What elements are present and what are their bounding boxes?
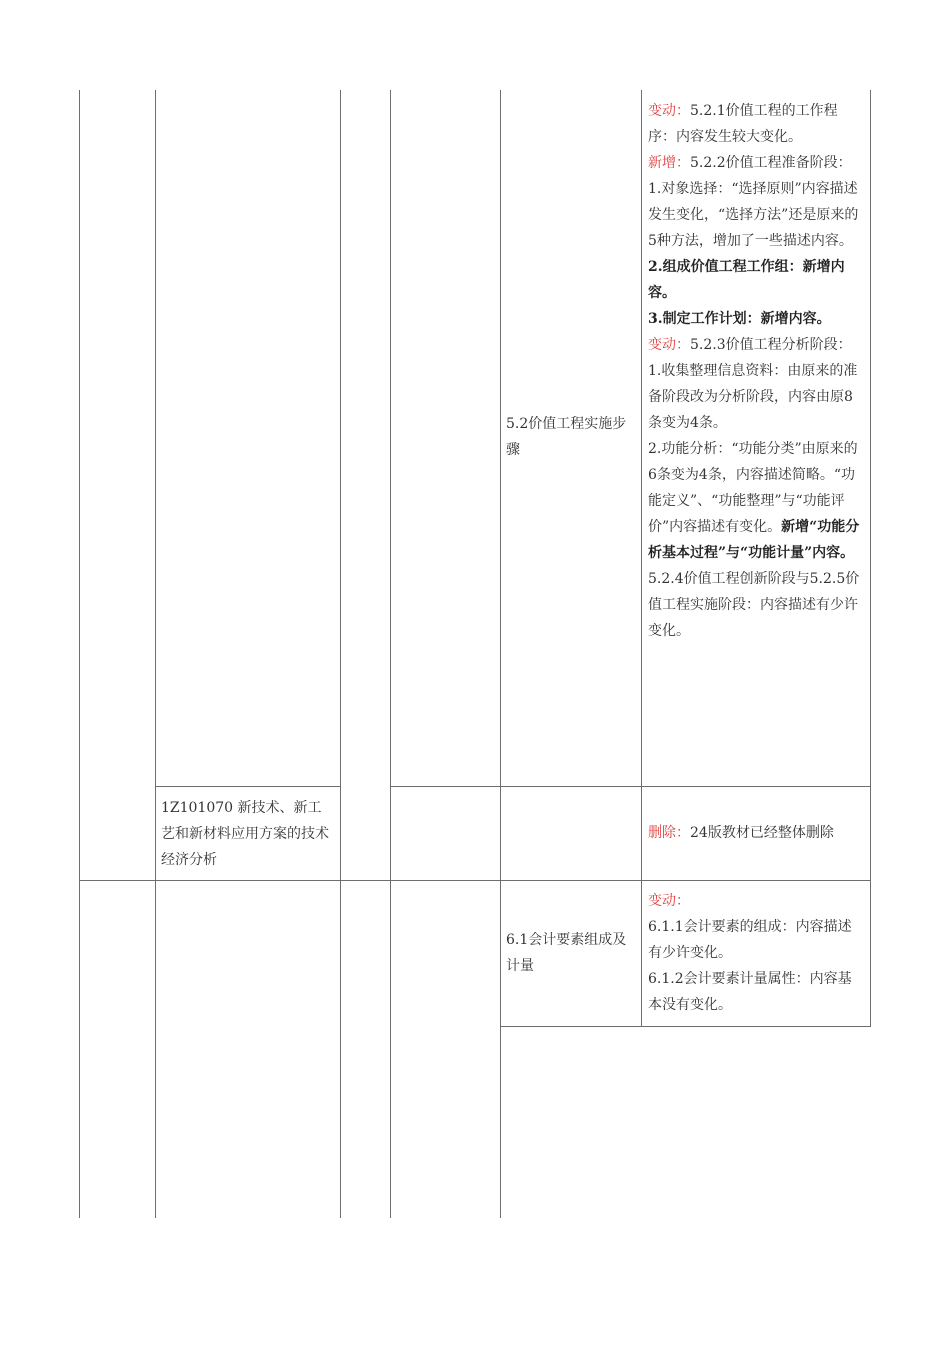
row-line-2 — [390, 786, 871, 787]
row3-changes — [648, 888, 864, 1018]
col-line-4 — [390, 90, 391, 1218]
row1-changes — [648, 98, 864, 644]
row-line-1 — [155, 786, 340, 787]
change-item: 2.功能分析：“功能分类”由原来的6条变为4条，内容描述简略。“功能定义”、“功能整理”与“功能评价”内容描述有变化。新增“功能分析基本过程”与“功能计量”内容。 — [648, 441, 860, 561]
row2-section: 1Z101070 新技术、新工艺和新材料应用方案的技术经济分析 — [161, 800, 329, 868]
col-line-5 — [500, 90, 501, 1218]
change-item: 1.对象选择：“选择原则”内容描述发生变化，“选择方法”还是原来的5种方法，增加了一些描述内容。 — [648, 181, 859, 249]
row-line-3 — [79, 880, 871, 881]
change-label: 变动： — [648, 893, 690, 909]
change-item: 新增：5.2.2价值工程准备阶段： — [648, 155, 852, 171]
col-line-2 — [155, 90, 156, 1218]
row3-topic: 6.1会计要素组成及计量 — [506, 932, 627, 974]
change-item: 3.制定工作计划：新增内容。 — [648, 311, 831, 327]
change-item: 变动：5.2.3价值工程分析阶段： — [648, 337, 852, 353]
change-item: 变动：5.2.1价值工程的工作程序：内容发生较大变化。 — [648, 103, 838, 145]
col-line-6 — [641, 90, 642, 1027]
row-line-4 — [500, 1026, 871, 1027]
row1-topic: 5.2价值工程实施步骤 — [506, 416, 627, 458]
row2-change: 删除：24版教材已经整体删除 — [648, 825, 834, 841]
change-item: 1.收集整理信息资料：由原来的准备阶段改为分析阶段，内容由原8条变为4条。 — [648, 363, 858, 431]
change-item: 6.1.2会计要素计量属性：内容基本没有变化。 — [648, 971, 852, 1013]
change-item: 5.2.4价值工程创新阶段与5.2.5价值工程实施阶段：内容描述有少许变化。 — [648, 571, 860, 639]
col-line-7 — [870, 90, 871, 1027]
change-item: 2.组成价值工程工作组：新增内容。 — [648, 259, 845, 301]
col-line-1 — [79, 90, 80, 1218]
change-item: 6.1.1会计要素的组成：内容描述有少许变化。 — [648, 919, 852, 961]
col-line-3 — [340, 90, 341, 1218]
